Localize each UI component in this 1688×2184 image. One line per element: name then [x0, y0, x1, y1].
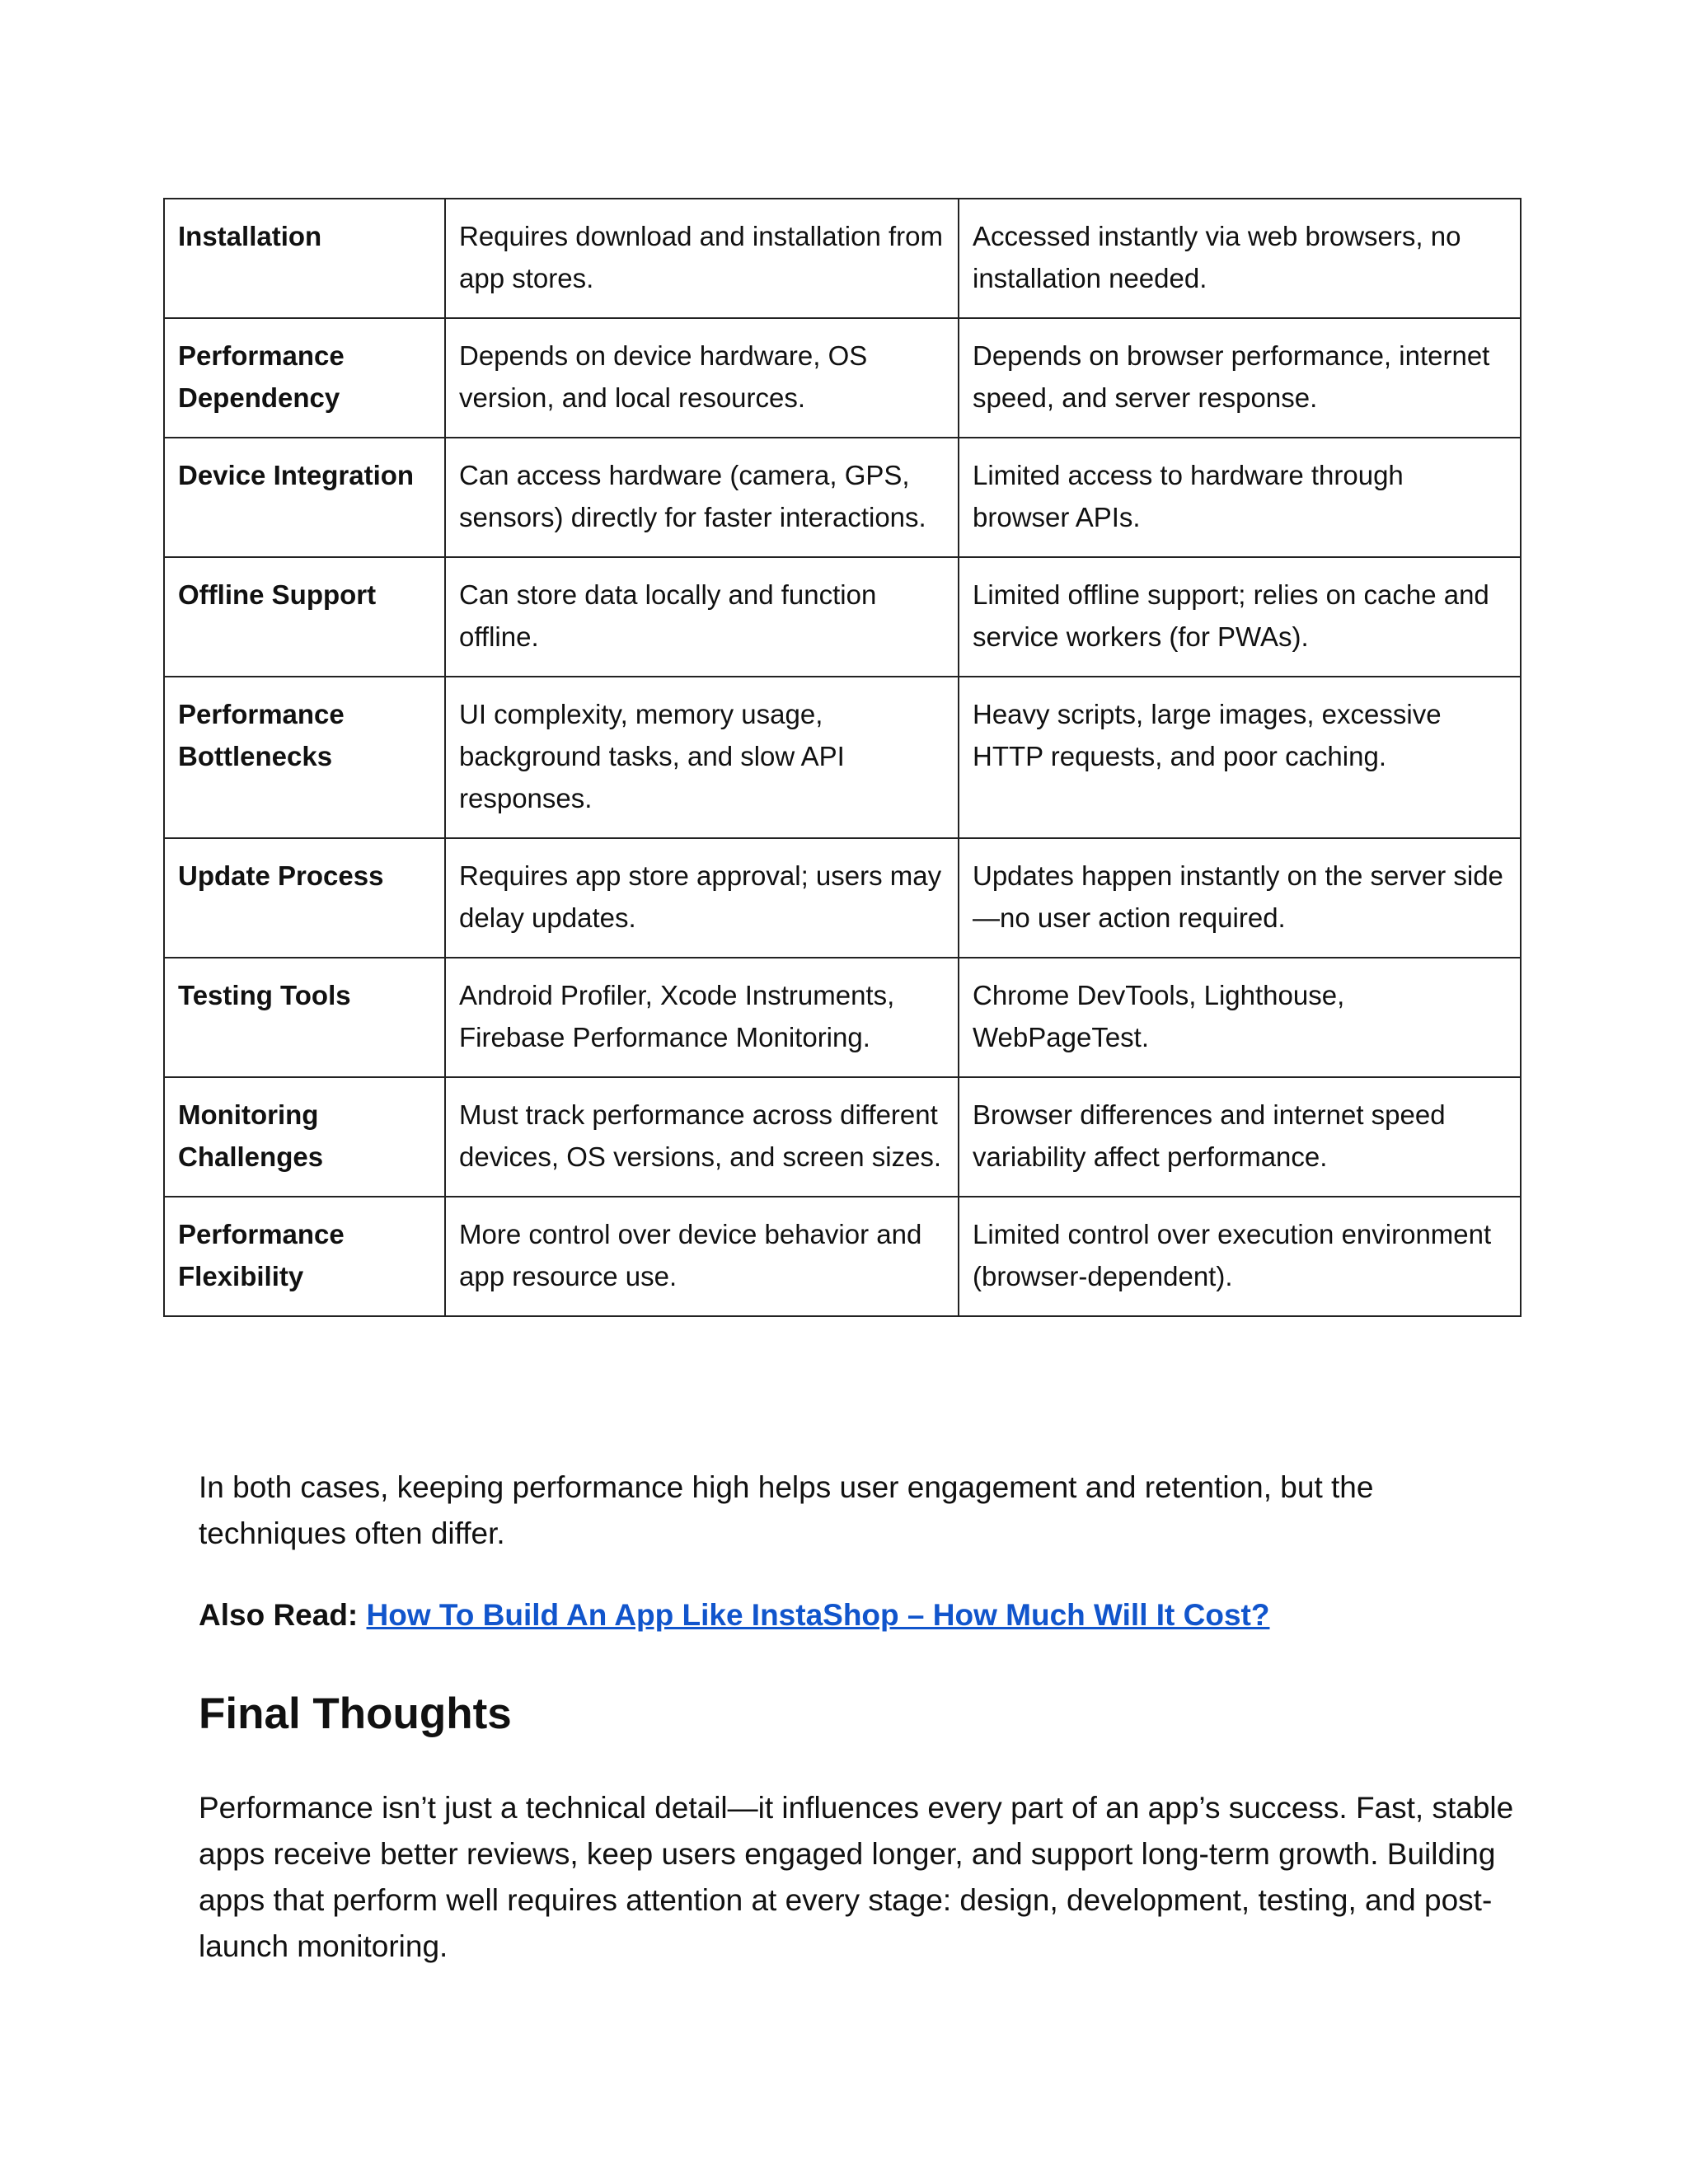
web-cell: Heavy scripts, large images, excessive HTTP requests, and poor caching. [959, 677, 1521, 838]
web-cell: Updates happen instantly on the server side—no user action required. [959, 838, 1521, 958]
feature-cell: Installation [164, 199, 445, 318]
mobile-cell: UI complexity, memory usage, background tasks, and slow API responses. [445, 677, 959, 838]
section-heading: Final Thoughts [199, 1690, 512, 1738]
mobile-cell: Can store data locally and function offline. [445, 557, 959, 677]
mobile-cell: Requires download and installation from app stores. [445, 199, 959, 318]
also-read-line [199, 1592, 1517, 1638]
feature-cell: Performance Flexibility [164, 1197, 445, 1316]
feature-cell: Update Process [164, 838, 445, 958]
feature-cell: Offline Support [164, 557, 445, 677]
comparison-table [163, 198, 1522, 1317]
table-row [164, 1197, 1521, 1316]
table-row [164, 438, 1521, 557]
web-cell: Limited access to hardware through browser APIs. [959, 438, 1521, 557]
mobile-cell: Requires app store approval; users may delay updates. [445, 838, 959, 958]
also-read-label: Also Read: [199, 1598, 359, 1632]
mobile-cell: Must track performance across different devices, OS versions, and screen sizes. [445, 1077, 959, 1197]
table-row [164, 557, 1521, 677]
feature-cell: Device Integration [164, 438, 445, 557]
table-row [164, 838, 1521, 958]
table-row [164, 1077, 1521, 1197]
mobile-cell: Android Profiler, Xcode Instruments, Firebase Performance Monitoring. [445, 958, 959, 1077]
table-row [164, 318, 1521, 438]
table-row [164, 199, 1521, 318]
mobile-cell: Depends on device hardware, OS version, and local resources. [445, 318, 959, 438]
web-cell: Browser differences and internet speed variability affect performance. [959, 1077, 1521, 1197]
web-cell: Limited offline support; relies on cache and service workers (for PWAs). [959, 557, 1521, 677]
web-cell: Depends on browser performance, internet speed, and server response. [959, 318, 1521, 438]
also-read-link[interactable]: How To Build An App Like InstaShop – How Much Will It Cost? [366, 1598, 1270, 1632]
table-row [164, 958, 1521, 1077]
mobile-cell: Can access hardware (camera, GPS, sensors) directly for faster interactions. [445, 438, 959, 557]
final-thoughts-paragraph: Performance isn’t just a technical detail—it influences every part of an app’s success. Fast, stable apps receive better reviews, keep users engaged longer, and support long-term growth. Building apps that perform well requires attention at every stage: design, development, testing, and post-launch monitoring. [199, 1791, 1514, 1963]
web-cell: Chrome DevTools, Lighthouse, WebPageTest. [959, 958, 1521, 1077]
feature-cell: Performance Bottlenecks [164, 677, 445, 838]
feature-cell: Monitoring Challenges [164, 1077, 445, 1197]
summary-paragraph: In both cases, keeping performance high helps user engagement and retention, but the techniques often differ. [199, 1470, 1374, 1550]
feature-cell: Performance Dependency [164, 318, 445, 438]
feature-cell: Testing Tools [164, 958, 445, 1077]
mobile-cell: More control over device behavior and app resource use. [445, 1197, 959, 1316]
web-cell: Accessed instantly via web browsers, no installation needed. [959, 199, 1521, 318]
web-cell: Limited control over execution environment (browser-dependent). [959, 1197, 1521, 1316]
table-row [164, 677, 1521, 838]
